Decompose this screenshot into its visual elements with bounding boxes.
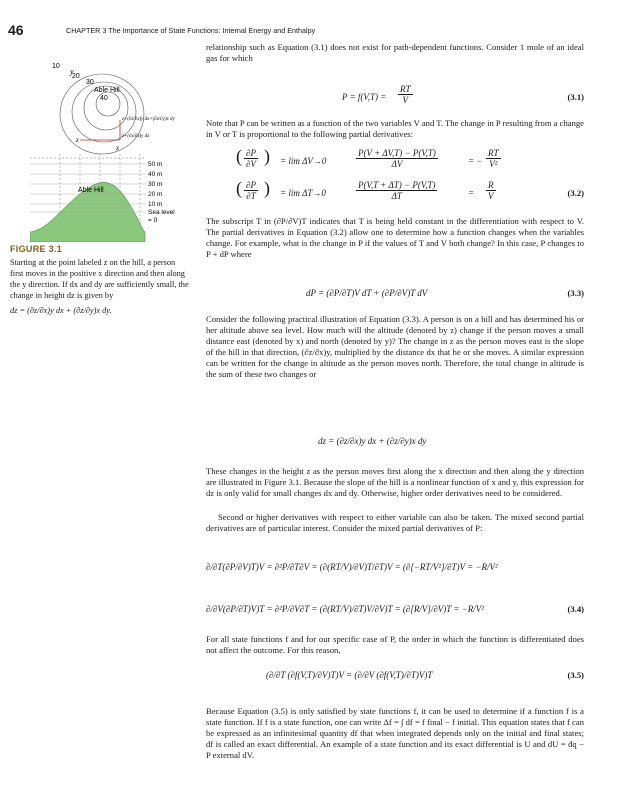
paragraph-5: These changes in the height z as the person moves first along the x direction and then along the y direction are illustrated in Figure 3.1. Because the slope of the hill is a nonlinear function of x and y, this expression for dz is only valid for small changes dx and dy. Otherwise, higher order derivatives need to be considered.: [206, 466, 584, 499]
hill-label: Able Hill: [78, 187, 104, 194]
eq-3-2a-rhs: $\frac{RT}{\text{V²}}$: [488, 148, 499, 169]
paragraph-7: For all state functions f and for our specific case of P, the order in which the function is differentiated does not affect the outcome. For this reason,: [206, 634, 584, 656]
axis-x: x: [116, 144, 120, 152]
equation-dz: [206, 432, 584, 454]
level-50: 50 m: [148, 161, 163, 168]
contour-label-40: 40: [100, 95, 108, 102]
figure-hill-diagram: [30, 62, 198, 242]
annotation-top: z+(∂z/∂x)y dx+(∂z/∂y)x dy: [122, 117, 175, 122]
level-labels: [148, 161, 175, 224]
figure-caption-title: FIGURE 3.1: [10, 244, 63, 254]
eq-3-2b-lim: = lim ΔT→0: [280, 188, 326, 198]
paragraph-1: relationship such as Equation (3.1) does not exist for path-dependent functions. Consider 1 mole of an ideal gas for which: [206, 42, 584, 64]
figure-caption: [10, 244, 190, 331]
contour-lines: [60, 74, 144, 154]
paragraph-8: Because Equation (3.5) is only satisfied by state functions f, it can be used to determine if a function f is a state function. If f is a state function, one can write Δf = ∫ df = f final − f initial. This equation states that f can be expressed as an infinitesimal quantity df that when integrated depends only on the initial and final states; df is called an exact differential. An example of a state function and its exact differential is U and dU = đq − P external dV.: [206, 706, 584, 761]
level-30: 30 m: [148, 181, 163, 188]
equation-3-3: [206, 284, 584, 306]
eq-3-1-lhs: P = f(V,T) =: [342, 92, 387, 102]
equation-3-1: [206, 84, 584, 114]
figure-caption-equation: dz = (∂z/∂x)y dx + (∂z/∂y)x dy.: [10, 306, 112, 315]
level-10: 10 m: [148, 201, 163, 208]
level-zero: = 0: [148, 217, 158, 224]
eq-3-2b-num: P(V,T + ΔT) − P(V,T): [358, 180, 436, 190]
eq-dz-text: dz = (∂z/∂x)y dx + (∂z/∂y)x dy: [318, 436, 427, 446]
eq-3-1-number: (3.1): [567, 92, 584, 102]
eq-3-1-num: RT: [400, 84, 411, 94]
equation-3-4: [206, 594, 584, 624]
eq-3-1-den: V: [402, 95, 408, 105]
eq-3-5-number: (3.5): [567, 670, 584, 680]
level-sea: Sea level: [148, 209, 175, 216]
eq-3-3-text: dP = (∂P/∂T)V dT + (∂P/∂V)T dV: [306, 288, 428, 298]
eq-3-2a-frac: [356, 148, 438, 169]
eq-3-2b-rhs: $\frac{R}{V}$: [488, 180, 494, 201]
axis-z: z: [76, 136, 79, 144]
map-label: Able Hill: [94, 87, 120, 94]
eq-3-2a-num: P(V + ΔV,T) − P(V,T): [358, 148, 436, 158]
contour-label-10: 10: [52, 63, 60, 70]
axis-y: y: [70, 67, 74, 76]
contour-label-20: 20: [72, 73, 80, 80]
page-number: 46: [8, 22, 24, 38]
figure-caption-text: Starting at the point labeled z on the hill, a person first moves in the positive x direction and then along the y direction. If dx and dy are sufficiently small, the change in height dz is given by: [10, 258, 189, 300]
eq-3-4-number: (3.4): [567, 604, 584, 614]
eq-3-5-text: (∂/∂T (∂f(V,T)/∂V)T)V = (∂/∂V (∂f(V,T)/∂T)V)T: [266, 670, 433, 680]
eq-3-2a-lim: = lim ΔV→0: [280, 156, 327, 166]
paragraph-6: Second or higher derivatives with respect to either variable can also be taken. The mixed second partial derivatives are of particular interest. Consider the mixed partial derivatives of P:: [206, 512, 584, 534]
eq-3-2b-frac: [356, 180, 437, 201]
eq-3-3-number: (3.3): [567, 288, 584, 298]
paragraph-3: The subscript T in (∂P/∂V)T indicates that T is being held constant in the differentiation with respect to V. The partial derivatives in Equation (3.2) allow one to determine how a function changes when the variables change. For example, what is the change in P if the values of T and V both change? In this case, P changes to P + dP where: [206, 216, 584, 260]
paragraph-4: Consider the following practical illustration of Equation (3.3). A person is on a hill and has determined his or her altitude above sea level. How much will the altitude (denoted by z) change if the person moves a small distance east (denoted by x) and north (denoted by y)? The change in z as the person moves east is the slope of the hill in that direction, (∂z/∂x)y, multiplied by the distance dx that he or she moves. A similar expression can be written for the change in altitude as the person moves north. Therefore, the total change in altitude is the sum of these two changes or: [206, 314, 584, 380]
contour-label-30: 30: [86, 79, 94, 86]
equation-mixed-1: [206, 552, 584, 582]
paragraph-2: Note that P can be written as a function of the two variables V and T. The change in P resulting from a change in V or T is proportional to the following partial derivatives:: [206, 118, 584, 140]
eq-3-2b-den: ΔT: [391, 191, 402, 201]
equation-3-5: [206, 660, 584, 690]
eq-3-2-number: (3.2): [567, 188, 584, 198]
equation-3-2b: ( $\frac{\partial P}{\partial T}$ ) = lim ΔT→0 $\frac{P(V,T + \Delta T) - P(V,T)}{\Delta T}$ = $\frac{R}{V}$ (3.2): [236, 178, 584, 201]
level-40: 40 m: [148, 171, 163, 178]
level-20: 20 m: [148, 191, 163, 198]
eq-3-4-text: ∂/∂V(∂P/∂T)V)T = ∂²P/∂V∂T = (∂(RT/V)/∂T)V/∂V)T = (∂[R/V]/∂V)T = −R/V²: [206, 604, 484, 614]
annotation-mid: z+(∂z/∂x)y dx: [122, 134, 150, 139]
equation-3-2a: ( $\frac{\partial P}{\partial V}$ ) = lim ΔV→0 $\frac{P(V + \Delta V,T) - P(V,T)}{\Delta V}$ = − $\frac{RT}{\text{V²}}$: [236, 146, 499, 169]
eq-3-1-frac: [398, 84, 413, 105]
chapter-title: CHAPTER 3 The Importance of State Functions: Internal Energy and Enthalpy: [66, 26, 316, 35]
eq-mixed-1-text: ∂/∂T(∂P/∂V)T)V = ∂²P/∂T∂V = (∂(RT/V)/∂V)T/∂T)V = (∂[−RT/V²]/∂T)V = −R/V²: [206, 562, 498, 572]
eq-3-2a-den: ΔV: [391, 159, 403, 169]
